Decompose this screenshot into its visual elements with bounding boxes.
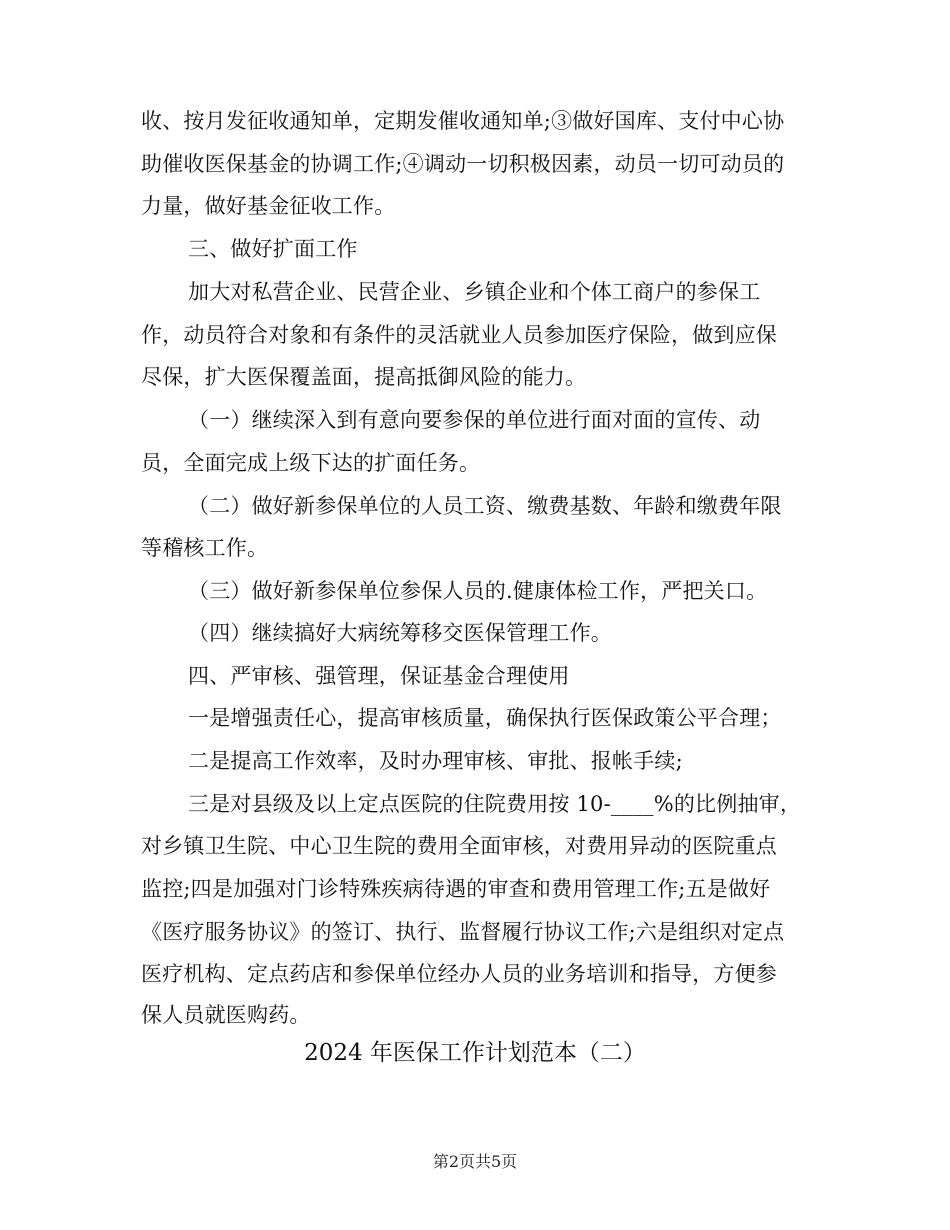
body-line: 力量，做好基金征收工作。 xyxy=(141,194,396,218)
section-heading: 三、做好扩面工作 xyxy=(188,237,358,261)
body-line: 员，全面完成上级下达的扩面任务。 xyxy=(141,451,481,475)
section-heading: 四、严审核、强管理，保证基金合理使用 xyxy=(188,664,570,688)
list-item: （四）继续搞好大病统筹移交医保管理工作。 xyxy=(188,621,612,645)
body-line: 保人员就医购药。 xyxy=(141,1003,311,1027)
body-line: 对乡镇卫生院、中心卫生院的费用全面审核，对费用异动的医院重点 xyxy=(141,834,777,858)
body-line: 医疗机构、定点药店和参保单位经办人员的业务培训和指导，方便参 xyxy=(141,962,777,986)
body-line: 一是增强责任心，提高审核质量，确保执行医保政策公平合理； xyxy=(188,706,782,730)
list-item: （二）做好新参保单位的人员工资、缴费基数、年龄和缴费年限 xyxy=(188,494,782,518)
document-title: 2024 年医保工作计划范本（二） xyxy=(304,1040,646,1066)
body-line: 尽保，扩大医保覆盖面，提高抵御风险的能力。 xyxy=(141,365,587,389)
page-footer: 第2页共5页 xyxy=(432,1152,518,1171)
body-line: 加大对私营企业、民营企业、乡镇企业和个体工商户的参保工 xyxy=(188,280,761,304)
list-item: （三）做好新参保单位参保人员的.健康体检工作，严把关口。 xyxy=(188,579,768,603)
body-line: 收、按月发征收通知单，定期发催收通知单;③做好国库、支付中心协 xyxy=(141,109,785,133)
body-line: 等稽核工作。 xyxy=(141,536,269,560)
body-line: 二是提高工作效率，及时办理审核、审批、报帐手续; xyxy=(188,749,683,773)
body-line: 监控;四是加强对门诊特殊疾病待遇的审查和费用管理工作;五是做好 xyxy=(141,877,771,901)
body-line: 《医疗服务协议》的签订、执行、监督履行协议工作;六是组织对定点 xyxy=(141,920,785,944)
list-item: （一）继续深入到有意向要参保的单位进行面对面的宣传、动 xyxy=(188,408,761,432)
body-line: 三是对县级及以上定点医院的住院费用按 10-____%的比例抽审， xyxy=(188,792,802,816)
body-line: 作，动员符合对象和有条件的灵活就业人员参加医疗保险，做到应保 xyxy=(141,323,777,347)
body-line: 助催收医保基金的协调工作;④调动一切积极因素，动员一切可动员的 xyxy=(141,152,785,176)
